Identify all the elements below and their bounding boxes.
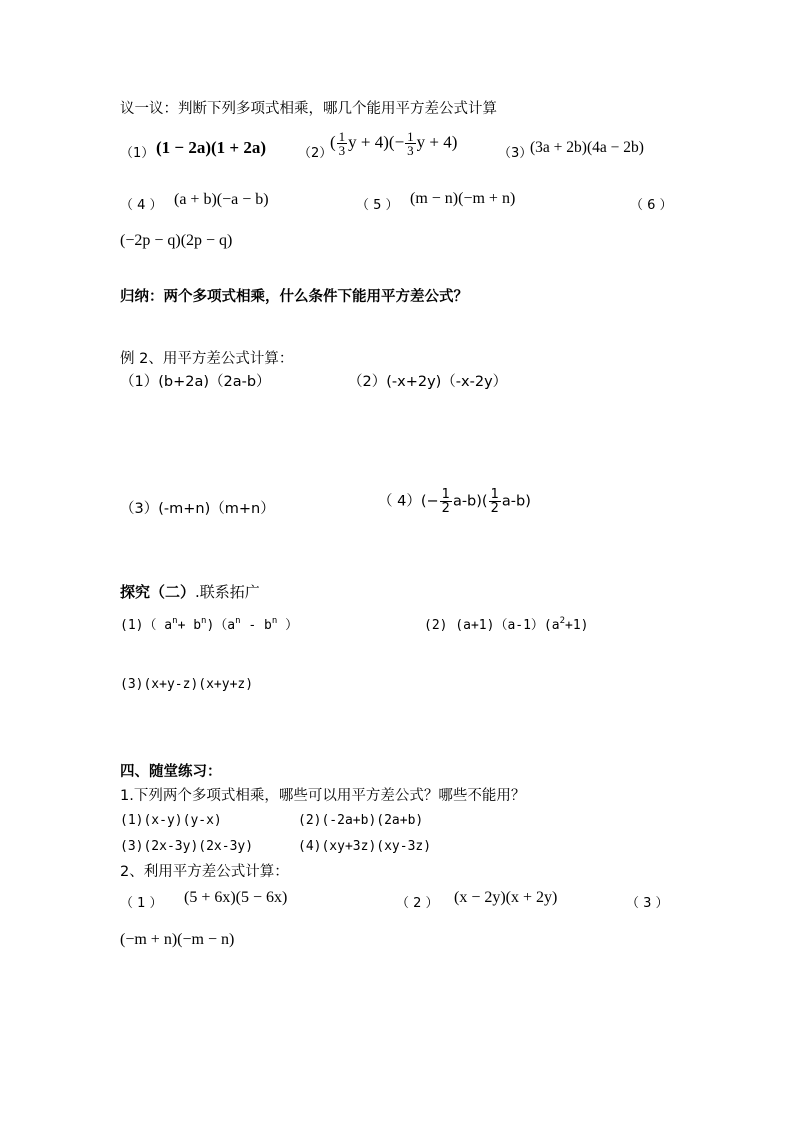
practice-question-1: 1.下列两个多项式相乘，哪些可以用平方差公式？哪些不能用？ [120,788,526,804]
summary-text: 归纳：两个多项式相乘，什么条件下能用平方差公式？ [120,289,468,305]
practice-q2-item-1-expr: (5 + 6x)(5 − 6x) [184,889,288,906]
discuss-item-5-label: （ 5 ） [356,198,399,213]
discuss-item-5-expr: (m − n)(−m + n) [410,190,516,207]
fraction-one-half-2: $\frac{1}{2}$ [490,487,499,516]
discuss-item-2-expr: ( $\frac{1}{3}$ y + 4)(− $\frac{1}{3}$ y + 4) [330,129,458,158]
discuss-item-1-expr: (1 − 2a)(1 + 2a) [156,138,267,157]
example2-item-2: （2）(-x+2y)（-x-2y） [348,374,508,390]
practice-q2-item-3-label: （ 3 ） [626,896,669,911]
example2-item-3: （3）(-m+n)（m+n） [120,501,275,517]
explore-item-3: (3)(x+y-z)(x+y+z) [120,677,254,692]
example2-title: 例 2、用平方差公式计算： [120,351,294,367]
fraction-one-half: $\frac{1}{2}$ [441,487,450,516]
practice-q1-item-4: (4)(xy+3z)(xy-3z) [298,839,432,854]
practice-q2-item-3-expr: (−m + n)(−m − n) [120,931,235,948]
discuss-item-3-label: （3） [498,146,533,161]
practice-q1-item-3: (3)(2x-3y)(2x-3y) [120,839,254,854]
discuss-item-1-label: （1） [120,146,155,161]
practice-q2-item-2-label: （ 2 ） [396,896,439,911]
discuss-title: 议一议：判断下列多项式相乘，哪几个能用平方差公式计算 [120,101,497,117]
practice-q1-item-2: (2)(-2a+b)(2a+b) [298,813,424,828]
discuss-item-4-label: （ 4 ） [120,198,163,213]
example2-item-4: （ 4）(− $\frac{1}{2}$ a-b)( $\frac{1}{2}$ a-b) [378,487,531,516]
discuss-item-3-expr: (3a + 2b)(4a − 2b) [530,139,644,156]
practice-q2-item-2-expr: (x − 2y)(x + 2y) [454,889,558,906]
practice-q1-item-1: (1)(x-y)(y-x) [120,813,222,828]
explore-item-1: (1)（ $a^n+ b^n)(a^n - b^n$ ） [120,616,299,633]
practice-title: 四、随堂练习： [120,764,222,780]
example2-item-1: （1）(b+2a)（2a-b） [120,374,271,390]
fraction-one-third: $\frac{1}{3}$ [338,129,346,158]
fraction-one-third-2: $\frac{1}{3}$ [407,129,414,158]
explore-title: 探究（二）.联系拓广 [120,583,260,601]
practice-q2-item-1-label: （ 1 ） [120,896,163,911]
discuss-item-6-expr: (−2p − q)(2p − q) [120,232,233,249]
discuss-item-4-expr: (a + b)(−a − b) [174,191,269,208]
explore-item-2: (2) $(a+1)(a-1)(a^2+1)$ [424,616,589,633]
practice-question-2: 2、利用平方差公式计算： [120,864,289,880]
discuss-item-6-label: （ 6 ） [630,198,673,213]
discuss-item-2-label: （2） [298,146,333,161]
